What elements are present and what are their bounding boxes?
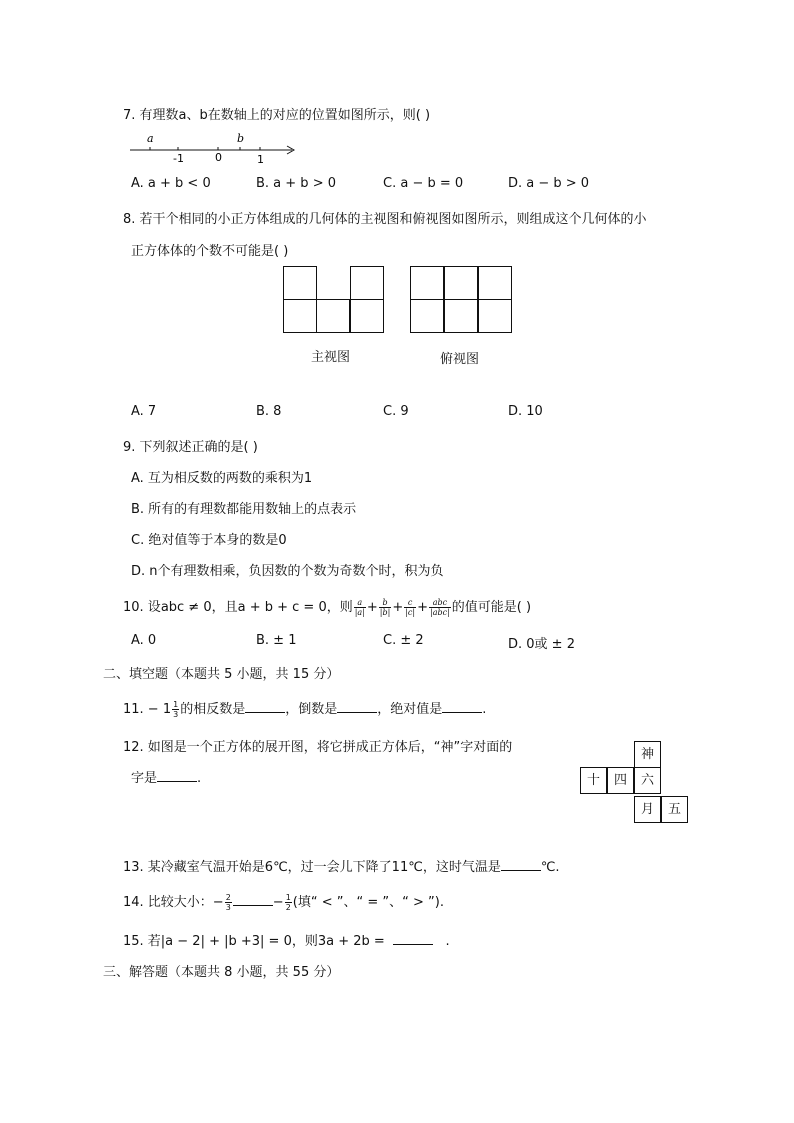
net-cell-liu: 六 bbox=[634, 767, 661, 794]
q10-frac-b: $\frac{b}{|b|}$ bbox=[379, 598, 391, 617]
q8-option-c[interactable]: C. 9 bbox=[383, 404, 409, 419]
front-view-cell bbox=[350, 266, 384, 300]
q11-blank-opposite[interactable] bbox=[245, 700, 285, 713]
q12-blank[interactable] bbox=[157, 769, 197, 782]
q12-line1: 12. 如图是一个正方体的展开图，将它拼成正方体后，“神”字对面的 bbox=[123, 740, 513, 755]
q11-blank-reciprocal[interactable] bbox=[337, 700, 377, 713]
section-2-heading: 二、填空题（本题共 5 小题，共 15 分） bbox=[103, 667, 340, 682]
net-cell-wu: 五 bbox=[661, 796, 688, 823]
top-view-cell bbox=[410, 266, 444, 300]
q11-blank-absolute[interactable] bbox=[442, 700, 482, 713]
q11-frac: $\frac{1}{3}$ bbox=[173, 700, 179, 719]
q12-line2: 字是 . bbox=[131, 771, 202, 786]
q7-option-d[interactable]: D. a − b > 0 bbox=[508, 176, 590, 191]
top-view-cell bbox=[444, 266, 478, 300]
q10-option-d[interactable]: D. 0或 ± 2 bbox=[508, 637, 575, 652]
net-cell-shen: 神 bbox=[634, 741, 661, 768]
section-3-heading: 三、解答题（本题共 8 小题，共 55 分） bbox=[103, 965, 340, 980]
top-view-cell bbox=[444, 299, 478, 333]
q13-blank[interactable] bbox=[501, 858, 541, 871]
label-b: b bbox=[237, 132, 245, 145]
q7-option-a[interactable]: A. a + b < 0 bbox=[131, 176, 211, 191]
q10-option-b[interactable]: B. ± 1 bbox=[256, 633, 297, 648]
front-view-cell bbox=[316, 299, 350, 333]
q13-stem: 13. 某冷藏室气温开始是6℃，过一会儿下降了11℃，这时气温是 ℃. bbox=[123, 860, 560, 875]
q8-option-d[interactable]: D. 10 bbox=[508, 404, 543, 419]
q14-frac-1: $\frac{2}{3}$ bbox=[225, 893, 231, 912]
q7-stem: 7. 有理数a、b在数轴上的对应的位置如图所示，则( ) bbox=[123, 108, 431, 123]
top-view-caption: 俯视图 bbox=[440, 352, 480, 367]
q14-frac-2: $\frac{1}{2}$ bbox=[285, 893, 291, 912]
q10-option-a[interactable]: A. 0 bbox=[131, 633, 157, 648]
q14-stem: 14. 比较大小：− $\frac{2}{3}$ − $\frac{1}{2}$ (填“ < ”、“ = ”、“ > ”). bbox=[123, 893, 444, 912]
q9-option-d[interactable]: D. n个有理数相乘，负因数的个数为奇数个时，积为负 bbox=[131, 564, 444, 579]
q10-frac-abc: $\frac{\text{abc}}{\text{|abc|}}$ bbox=[430, 598, 450, 617]
top-view-cell bbox=[410, 299, 444, 333]
q9-option-a[interactable]: A. 互为相反数的两数的乘积为1 bbox=[131, 471, 313, 486]
q15-stem: 15. 若|a − 2| + |b +3| = 0，则3a + 2b = . bbox=[123, 934, 450, 949]
q8-stem-line2: 正方体体的个数不可能是( ) bbox=[131, 244, 289, 259]
q14-blank[interactable] bbox=[233, 893, 273, 906]
number-line bbox=[126, 130, 301, 166]
front-view-cell bbox=[283, 299, 317, 333]
front-view-cell bbox=[283, 266, 317, 300]
q10-condition: abc ≠ 0，且a + b + c = 0，则 bbox=[160, 600, 353, 615]
front-view-cell bbox=[350, 299, 384, 333]
q8-option-b[interactable]: B. 8 bbox=[256, 404, 282, 419]
label-a: a bbox=[147, 132, 154, 145]
q10-stem: 10. 设abc ≠ 0，且a + b + c = 0，则 $\frac{a}{|a|}$ + $\frac{b}{|b|}$ + $\frac{c}{|c|}$ + $\frac{\text{abc}}{\text{|abc|}}$ 的值可能是( ) bbox=[123, 598, 532, 617]
q7-option-b[interactable]: B. a + b > 0 bbox=[256, 176, 336, 191]
top-view-cell bbox=[478, 299, 512, 333]
net-cell-shi: 十 bbox=[580, 767, 607, 794]
q10-prefix: 10. 设 bbox=[123, 600, 161, 615]
label-minus-1: -1 bbox=[173, 152, 184, 165]
q9-option-c[interactable]: C. 绝对值等于本身的数是0 bbox=[131, 533, 287, 548]
q8-stem-line1: 8. 若干个相同的小正方体组成的几何体的主视图和俯视图如图所示，则组成这个几何体的小 bbox=[123, 212, 647, 227]
q11-stem: 11. − 1 $\frac{1}{3}$ 的相反数是 ，倒数是 ，绝对值是 . bbox=[123, 700, 487, 719]
top-view-cell bbox=[478, 266, 512, 300]
q10-suffix: 的值可能是( ) bbox=[451, 600, 532, 615]
q15-blank[interactable] bbox=[393, 932, 433, 945]
label-0: 0 bbox=[215, 151, 222, 164]
net-cell-yue: 月 bbox=[634, 796, 661, 823]
q8-option-a[interactable]: A. 7 bbox=[131, 404, 157, 419]
q7-option-c[interactable]: C. a − b = 0 bbox=[383, 176, 464, 191]
q10-frac-c: $\frac{c}{|c|}$ bbox=[405, 598, 416, 617]
q10-option-c[interactable]: C. ± 2 bbox=[383, 633, 424, 648]
q9-stem: 9. 下列叙述正确的是( ) bbox=[123, 440, 258, 455]
label-1: 1 bbox=[257, 153, 264, 166]
front-view-caption: 主视图 bbox=[311, 350, 351, 365]
q10-frac-a: $\frac{a}{|a|}$ bbox=[354, 598, 365, 617]
net-cell-si: 四 bbox=[607, 767, 634, 794]
q9-option-b[interactable]: B. 所有的有理数都能用数轴上的点表示 bbox=[131, 502, 357, 517]
